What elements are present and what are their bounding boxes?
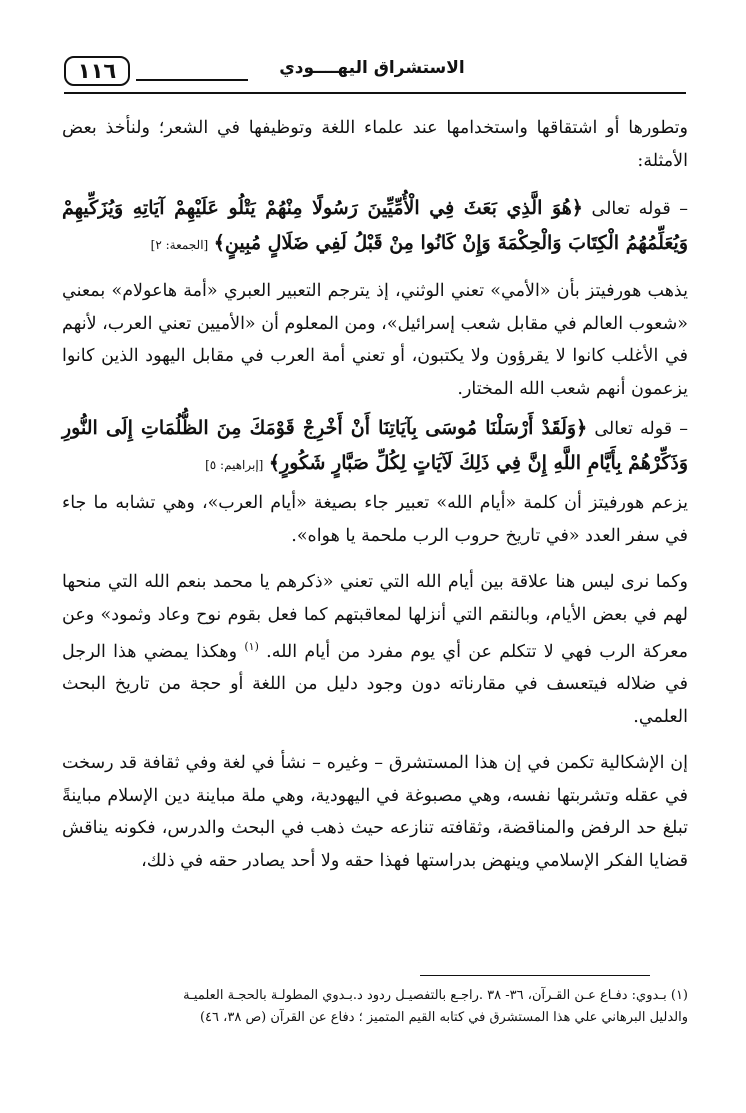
footnote-separator xyxy=(420,975,650,976)
verse-intro-1: – قوله تعالى xyxy=(591,199,688,219)
footnote-marker: (١) xyxy=(244,640,259,653)
paragraph-intro: وتطورها أو اشتقاقها واستخدامها عند علماء اللغة وتوظيفها في الشعر؛ ولنأخذ بعض الأمثلة: xyxy=(62,118,688,171)
paragraph-ayyam-allah: يزعم هورفيتز أن كلمة «أيام الله» تعبير جاء بصيغة «أيام العرب»، وهي تشابه ما جاء في سفر العدد «في تاريخ حروب الرب ملحمة يا هواه». xyxy=(62,493,688,546)
paragraph-analysis-part-2: وهكذا يمضي هذا الرجل في ضلاله فيتعسف في مقارناته دون وجود دليل من اللغة أو حجة من تاريخ البحث العلمي. xyxy=(62,641,688,727)
body-text xyxy=(62,112,688,877)
footnote-1-line-2: والدليل البرهاني علي هذا المستشرق في كتابه القيم المتميز ؛ دفاع عن القرآن (ص ٣٨، ٤٦) xyxy=(199,1010,688,1025)
quran-verse-1: ﴿هُوَ الَّذِي بَعَثَ فِي الْأُمِّيِّينَ رَسُولًا مِنْهُمْ يَتْلُو عَلَيْهِمْ آيَاتِهِ وَيُزَكِّيهِمْ وَيُعَلِّمُهُمُ الْكِتَابَ وَالْحِكْمَةَ وَإِنْ كَانُوا مِنْ قَبْلُ لَفِي ضَلَالٍ مُبِينٍ﴾ xyxy=(62,197,688,254)
header-rule xyxy=(64,92,686,94)
quran-verse-2: ﴿وَلَقَدْ أَرْسَلْنَا مُوسَى بِآيَاتِنَا أَنْ أَخْرِجْ قَوْمَكَ مِنَ الظُّلُمَاتِ إِلَى النُّورِ وَذَكِّرْهُمْ بِأَيَّامِ اللَّهِ إِنَّ فِي ذَلِكَ لَآيَاتٍ لِكُلِّ صَبَّارٍ شَكُورٍ﴾ xyxy=(62,417,688,474)
verse-reference-1: [الجمعة: ٢] xyxy=(150,237,209,252)
running-title: الاستشراق اليهــــودي xyxy=(279,58,465,78)
verse-block-2 xyxy=(62,411,688,481)
paragraph-analysis xyxy=(62,566,688,733)
page-header xyxy=(64,52,686,100)
footnotes xyxy=(62,985,688,1029)
verse-intro-2: – قوله تعالى xyxy=(594,419,688,439)
footnote-1-line-1: (١) بـدوي: دفـاع عـن القـرآن، ٣٦- ٣٨ .راجـع بالتفصيـل ردود د.بـدوي المطولـة بالحجـة العلميـة xyxy=(183,988,688,1003)
verse-block-1 xyxy=(62,191,688,261)
verse-reference-2: [إبراهيم: ٥] xyxy=(205,457,264,472)
paragraph-problematic: إن الإشكالية تكمن في إن هذا المستشرق – وغيره – نشأ في لغة وفي ثقافة قد رسخت في عقله وتشربتها نفسه، وهي مصبوغة في اليهودية، وهي ملة مباينة دين الإسلام مباينةً تبلغ حد الرفض والمناقضة، وثقافته تنازعه حيث ذهب في البحث والدرس، فكونه يناقش قضايا الفكر الإسلامي وينهض بدراستها فهذا حقه ولا أحد يصادر حقه في ذلك، xyxy=(62,753,688,871)
header-rule-short xyxy=(136,79,248,81)
paragraph-analysis-part-1: وكما نرى ليس هنا علاقة بين أيام الله التي تعني «ذكرهم يا محمد بنعم الله التي منحها لهم في بعض الأيام، وبالنقم التي أنزلها لمعاقبتهم كما فعل بقوم نوح وعاد وثمود» وعن معركة الرب فهي لا تتكلم عن أي يوم مفرد من أيام الله. xyxy=(62,572,688,662)
paragraph-horovitz-ummi: يذهب هورفيتز بأن «الأمي» تعني الوثني، إذ يترجم التعبير العبري «أمة هاعولام» بمعني «شعوب العالم في مقابل شعب إسرائيل»، ومن المعلوم أن «الأميين تعني العرب، لأنهم في الأغلب كانوا لا يقرؤون ولا يكتبون، أو تعني أمة العرب في مقابل اليهود الذين كانوا يزعمون أنهم شعب الله المختار. xyxy=(61,281,688,399)
page-number: ١١٦ xyxy=(64,56,130,86)
